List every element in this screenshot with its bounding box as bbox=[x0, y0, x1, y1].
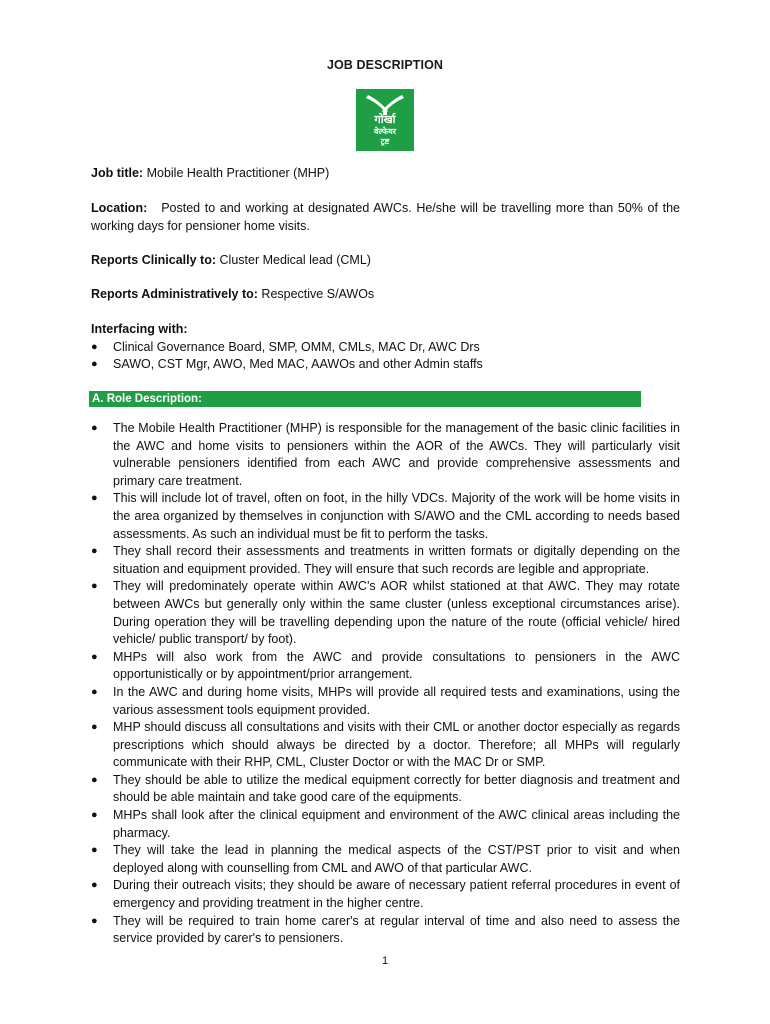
bullet-icon: ● bbox=[91, 580, 98, 593]
reports-clinically-line bbox=[91, 252, 680, 270]
reports-clinically-label: Reports Clinically to: bbox=[91, 253, 217, 267]
section-a-heading: A. Role Description: bbox=[89, 391, 641, 407]
interfacing-label: Interfacing with: bbox=[91, 322, 188, 336]
reports-admin-value: Respective S/AWOs bbox=[261, 287, 375, 301]
list-item: ● They should be able to utilize the medical equipment correctly for better diagnosis and treatment and should be able maintain and take good care of the equipments. bbox=[91, 772, 680, 805]
logo-line-2: वेल्फेयर bbox=[374, 127, 396, 136]
location-value: Posted to and working at designated AWCs. He/she will be travelling more than 50% of the working days for pensioner home visits. bbox=[91, 201, 681, 233]
list-item: ● They will be required to train home carer's at regular interval of time and also need to assess the service provided by carer's to pensioners. bbox=[91, 913, 680, 946]
gorkha-welfare-trust-logo bbox=[356, 89, 414, 151]
bullet-icon: ● bbox=[91, 809, 98, 822]
bullet-icon: ● bbox=[91, 721, 98, 734]
bullet-icon: ● bbox=[91, 650, 98, 663]
list-item: ● MHPs shall look after the clinical equipment and environment of the AWC clinical areas including the pharmacy. bbox=[91, 808, 680, 840]
bullet-icon: ● bbox=[91, 844, 98, 857]
list-item: ● Clinical Governance Board, SMP, OMM, CMLs, MAC Dr, AWC Drs bbox=[91, 339, 680, 357]
document-heading: JOB DESCRIPTION bbox=[326, 58, 444, 72]
bullet-icon: ● bbox=[91, 773, 98, 786]
bullet-icon: ● bbox=[91, 358, 98, 371]
list-item: ● SAWO, CST Mgr, AWO, Med MAC, AAWOs and other Admin staffs bbox=[91, 356, 680, 374]
list-item: ● This will include lot of travel, often on foot, in the hilly VDCs. Majority of the work will be home visits in the area organized by themselves in conjunction with S/AWO and the CML according to needs based assessments. As such an individual must be fit to perform the tasks. bbox=[91, 491, 680, 541]
list-item: ● They shall record their assessments and treatments in written formats or digitally depending on the situation and equipment provided. They will ensure that such records are legible and appropriate. bbox=[91, 544, 680, 576]
role-description-list-wrapper bbox=[91, 420, 680, 948]
job-title-value: Mobile Health Practitioner (MHP) bbox=[146, 166, 330, 180]
page-number: 1 bbox=[381, 955, 389, 967]
job-title-line bbox=[91, 165, 680, 183]
bullet-icon: ● bbox=[91, 914, 98, 927]
logo-line-1: गोर्खा bbox=[374, 114, 396, 126]
list-item: ● The Mobile Health Practitioner (MHP) is responsible for the management of the basic clinic facilities in the AWC and home visits to pensioners within the AOR of the AWCs. They will particularly visit vulnerable pensioners identified from each AWC and provide comprehensive assessments and primary care treatment. bbox=[91, 421, 680, 488]
list-item: ● During their outreach visits; they should be aware of necessary patient referral procedures in event of emergency and providing treatment in the higher centre. bbox=[91, 878, 680, 911]
list-item: ● They will predominately operate within AWC’s AOR whilst stationed at that AWC. They may rotate between AWCs but generally only within the same cluster (unless exceptional circumstances arise). During operation they will be travelling depending upon the nature of the route (official vehicle/ hired vehicle/ public transport/ by foot). bbox=[91, 579, 680, 647]
role-description-list bbox=[91, 420, 680, 948]
reports-admin-label: Reports Administratively to: bbox=[91, 287, 258, 301]
job-title-label: Job title: bbox=[91, 166, 144, 180]
list-item: ● In the AWC and during home visits, MHPs will provide all required tests and examinations, using the various assessment tools equipment provided. bbox=[91, 684, 680, 717]
location-line bbox=[91, 200, 680, 235]
bullet-icon: ● bbox=[91, 422, 98, 434]
bullet-icon: ● bbox=[91, 340, 98, 353]
list-item: ● They will take the lead in planning the medical aspects of the CST/PST prior to visit and when deployed along with counselling from CML and AWO of that particular AWC. bbox=[91, 843, 680, 875]
bullet-icon: ● bbox=[91, 545, 98, 558]
list-item: ● MHP should discuss all consultations and visits with their CML or another doctor especially as regards prescriptions which should always be directed by a doctor. Therefore; all MHPs will regularly communicate with their RHP, CML, Cluster Doctor or with the MAC Dr or SMP. bbox=[91, 720, 680, 770]
logo-line-3: ट्रष्ट bbox=[380, 137, 390, 146]
reports-clinically-value: Cluster Medical lead (CML) bbox=[219, 253, 371, 267]
interfacing-block bbox=[91, 321, 680, 374]
bullet-icon: ● bbox=[91, 492, 98, 505]
bullet-icon: ● bbox=[91, 879, 98, 892]
reports-admin-line bbox=[91, 286, 680, 304]
bullet-icon: ● bbox=[91, 685, 98, 698]
interfacing-list bbox=[91, 339, 680, 374]
list-item: ● MHPs will also work from the AWC and provide consultations to pensioners in the AWC opportunistically or by appointment/prior arrangement. bbox=[91, 649, 680, 682]
location-label: Location: bbox=[91, 201, 148, 215]
